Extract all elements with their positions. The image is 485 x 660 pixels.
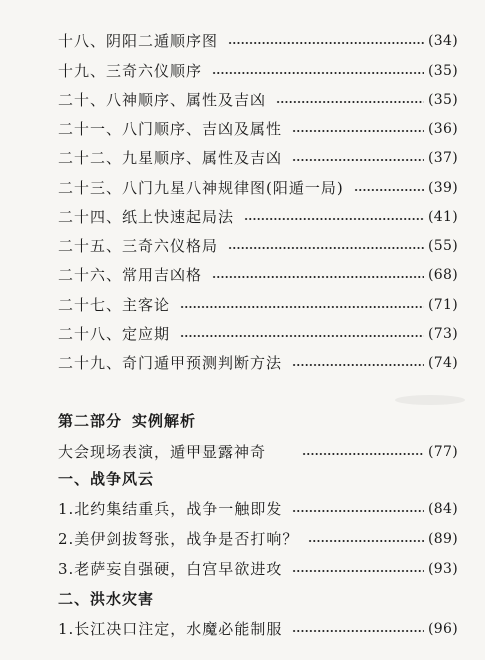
toc-entry[interactable] <box>58 59 458 83</box>
toc-entry-page: (96) <box>428 621 458 637</box>
toc-entry[interactable] <box>58 205 458 229</box>
section-heading: 一、战争风云 <box>58 470 155 488</box>
dot-leader <box>212 276 424 278</box>
part-name: 实例解析 <box>132 412 197 430</box>
dot-leader <box>276 101 424 103</box>
toc-entry-page: (84) <box>428 501 458 517</box>
toc-entry-title: 二十三、八门九星八神规律图(阳遁一局) <box>58 179 344 197</box>
toc-entry[interactable] <box>58 617 458 641</box>
toc-entry-title: 1.北约集结重兵，战争一触即发 <box>58 500 283 518</box>
toc-entry-page: (36) <box>428 121 458 137</box>
toc-entry-title: 二十八、定应期 <box>58 325 171 343</box>
toc-entry-page: (74) <box>428 355 458 371</box>
dot-leader <box>308 540 424 542</box>
toc-entry-page: (71) <box>428 297 458 313</box>
toc-entry-title: 二十九、奇门遁甲预测判断方法 <box>58 354 283 372</box>
toc-entry[interactable] <box>58 117 458 141</box>
toc-entry-title: 3.老萨妄自强硬，白宫早欲进攻 <box>58 560 283 578</box>
toc-entry-title: 1.长江决口注定，水魔必能制服 <box>58 620 283 638</box>
dot-leader <box>212 72 424 74</box>
toc-entry-page: (93) <box>428 561 458 577</box>
toc-entry-title: 二十七、主客论 <box>58 296 171 314</box>
toc-entry-title: 2.美伊剑拔弩张，战争是否打响？ <box>58 530 299 548</box>
toc-entry[interactable] <box>58 557 458 581</box>
dot-leader <box>302 453 424 455</box>
toc-entry[interactable] <box>58 146 458 170</box>
toc-entry-page: (41) <box>428 209 458 225</box>
toc-entry-page: (35) <box>428 63 458 79</box>
toc-entry-title: 二十、八神顺序、属性及吉凶 <box>58 91 267 109</box>
dot-leader <box>292 364 424 366</box>
dot-leader <box>292 630 424 632</box>
dot-leader <box>180 306 424 308</box>
dot-leader <box>180 335 424 337</box>
dot-leader <box>228 247 424 249</box>
toc-entry-title: 大会现场表演，遁甲显露神奇 <box>58 443 267 461</box>
toc-entry-page: (77) <box>428 444 458 460</box>
toc-entry[interactable] <box>58 176 458 200</box>
toc-entry[interactable] <box>58 322 458 346</box>
toc-entry[interactable] <box>58 527 458 551</box>
toc-entry-page: (37) <box>428 150 458 166</box>
toc-entry-title: 十九、三奇六仪顺序 <box>58 62 203 80</box>
toc-entry-title: 二十四、纸上快速起局法 <box>58 208 235 226</box>
toc-entry-page: (55) <box>428 238 458 254</box>
toc-entry-title: 二十二、九星顺序、属性及吉凶 <box>58 149 283 167</box>
toc-entry[interactable] <box>58 234 458 258</box>
toc-entry[interactable] <box>58 29 458 53</box>
part-heading <box>58 410 196 432</box>
toc-entry[interactable] <box>58 351 458 375</box>
toc-entry-page: (39) <box>428 180 458 196</box>
toc-entry[interactable] <box>58 293 458 317</box>
dot-leader <box>292 510 424 512</box>
print-smudge <box>395 395 465 405</box>
toc-entry-title: 二十六、常用吉凶格 <box>58 266 203 284</box>
dot-leader <box>292 159 424 161</box>
dot-leader <box>292 570 424 572</box>
part-number: 第二部分 <box>58 412 123 430</box>
dot-leader <box>228 42 424 44</box>
toc-entry-title: 十八、阴阳二遁顺序图 <box>58 32 219 50</box>
toc-entry-title: 二十一、八门顺序、吉凶及属性 <box>58 120 283 138</box>
toc-entry[interactable] <box>58 263 458 287</box>
dot-leader <box>354 189 424 191</box>
dot-leader <box>292 130 424 132</box>
toc-entry-title: 二十五、三奇六仪格局 <box>58 237 219 255</box>
toc-entry-page: (35) <box>428 92 458 108</box>
toc-entry[interactable] <box>58 497 458 521</box>
toc-entry[interactable] <box>58 440 458 464</box>
toc-entry-page: (34) <box>428 33 458 49</box>
toc-entry-page: (89) <box>428 531 458 547</box>
toc-entry-page: (73) <box>428 326 458 342</box>
section-heading: 二、洪水灾害 <box>58 590 155 608</box>
dot-leader <box>244 218 424 220</box>
toc-entry[interactable] <box>58 88 458 112</box>
toc-entry-page: (68) <box>428 267 458 283</box>
